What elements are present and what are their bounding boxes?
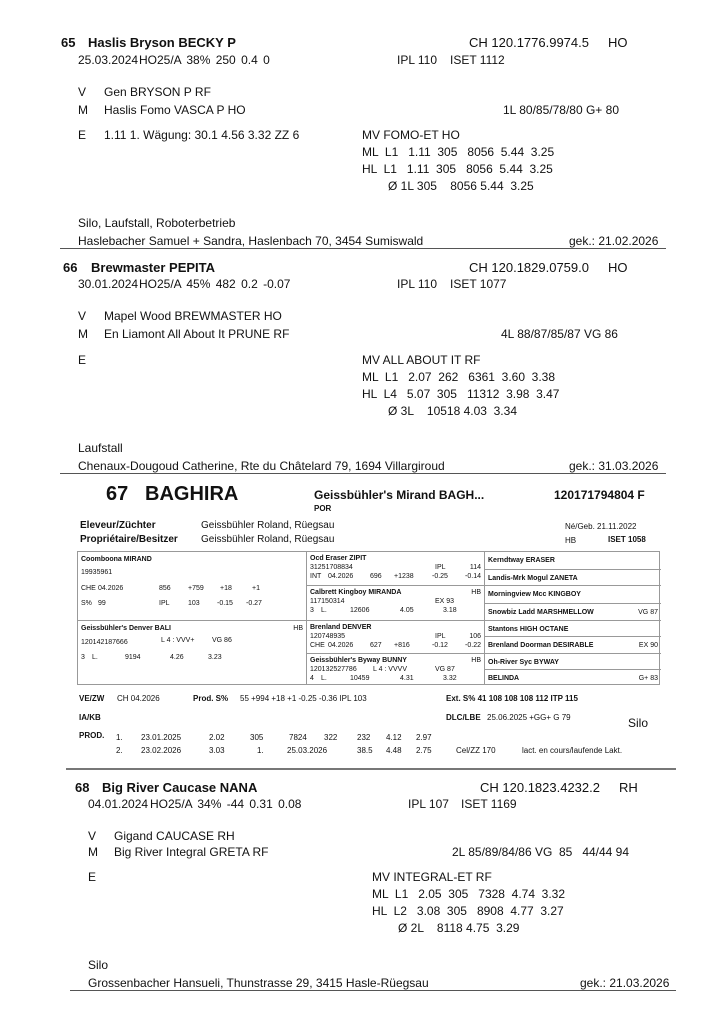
ggp-name: Oh-River Syc BYWAY [488, 659, 559, 666]
ggp-item [485, 636, 661, 653]
entry-number: 65 [61, 35, 76, 50]
e-label: E [78, 128, 87, 142]
ipl-value: IPL 110 [397, 277, 438, 291]
calving-date: gek.: 21.03.2026 [580, 976, 670, 990]
sire-value: +18 [220, 585, 232, 592]
birth-date: 30.01.2024 [78, 277, 139, 291]
lactation-no: 1. [116, 733, 123, 742]
dam-score: 2L 85/89/84/86 VG 85 44/44 94 [452, 845, 630, 859]
ds-value: CHE [310, 642, 325, 649]
dam-score: 4L 88/87/85/87 VG 86 [501, 327, 618, 341]
dd-value: 4.31 [400, 675, 414, 682]
pedigree-sire [78, 552, 306, 620]
sd-name: Calbrett Kingboy MIRANDA [310, 589, 402, 596]
ext-value: Ext. S% 41 108 108 108 112 ITP 115 [446, 694, 578, 703]
sire-name: Coomboona MIRAND [81, 556, 152, 563]
prod-value: 4.12 [386, 733, 402, 742]
ggp-item [485, 585, 661, 603]
ggp-name: Kerndtway ERASER [488, 557, 555, 564]
entry-number: 66 [63, 260, 78, 275]
vezw-label: VE/ZW [79, 694, 105, 703]
ggp-item [485, 552, 661, 569]
calving-date: 23.02.2026 [141, 746, 182, 755]
lactation-status: lact. en cours/laufende Lakt. [522, 746, 623, 755]
sire-value: -0.27 [246, 600, 262, 607]
full-name: Geissbühler's Mirand BAGH... [314, 488, 485, 502]
breeder-value: Geissbühler Roland, Rüegsau [201, 520, 335, 531]
ss-id: 31251708834 [310, 564, 353, 571]
ds-ipl-label: IPL [435, 633, 446, 640]
pedigree-parents [78, 552, 307, 684]
avg-line: Ø 1L 305 8056 5.44 3.25 [388, 179, 534, 193]
ml-line: ML L1 2.05 305 7328 4.74 3.32 [372, 887, 566, 901]
prod-value: 7824 [289, 733, 307, 742]
housing: Laufstall [78, 441, 123, 455]
calving-date: gek.: 21.02.2026 [569, 234, 659, 248]
prod-value: 38.5 [357, 746, 373, 755]
prod-value: 2.75 [416, 746, 432, 755]
sd-value: 4.05 [400, 607, 414, 614]
ggp-name: Morningview Mcc KINGBOY [488, 591, 581, 598]
dd-value: 10459 [350, 675, 370, 682]
owner-label: Propriétaire/Besitzer [80, 534, 178, 545]
breeder-label: Eleveur/Züchter [80, 520, 156, 531]
sire-country: CHE [81, 585, 96, 592]
ss-value: -0.14 [465, 573, 481, 580]
dd-score: VG 87 [435, 666, 455, 673]
divider [60, 248, 666, 249]
ss-value: 696 [370, 573, 382, 580]
hl-line: HL L1 1.11 305 8056 5.44 3.25 [362, 162, 553, 176]
ss-value: INT [310, 573, 322, 580]
genomic-values: HO25/A 38% 250 0.4 0 [139, 53, 270, 67]
sire-date: 04.2026 [98, 585, 124, 592]
mv-line: MV INTEGRAL-ET RF [372, 870, 492, 884]
ggp-score: EX 90 [638, 642, 658, 649]
birth-date: 25.03.2024 [78, 53, 139, 67]
calving-date: 23.01.2025 [141, 733, 182, 742]
ggp-name: Stantons HIGH OCTANE [488, 626, 569, 633]
breed: RH [619, 780, 638, 795]
ds-id: 120748935 [310, 633, 346, 640]
ggp-item [485, 569, 661, 585]
ml-line: ML L1 1.11 305 8056 5.44 3.25 [362, 145, 555, 159]
owner-address: Chenaux-Dougoud Catherine, Rte du Châtelard 79, 1694 Villargiroud [78, 459, 445, 473]
sd-score: EX 93 [435, 598, 455, 605]
vezw-value: CH 04.2026 [117, 694, 160, 703]
prod-value: 322 [324, 733, 338, 742]
dam-label: M [88, 845, 98, 859]
dam-score: VG 86 [212, 637, 232, 644]
prod-value: 2.97 [416, 733, 432, 742]
dam-value: 9194 [125, 654, 141, 661]
cell-count: Cel/ZZ 170 [456, 746, 496, 755]
ggp-item [485, 669, 661, 684]
pedigree-sd [307, 585, 484, 620]
ds-value: 04.2026 [328, 642, 354, 649]
ggp-item [485, 603, 661, 620]
iakb-label: IA/KB [79, 713, 101, 722]
sire-value: +759 [188, 585, 204, 592]
prod-value: 4.48 [386, 746, 402, 755]
sire-name: Gen BRYSON P RF [104, 85, 211, 99]
ggp-name: BELINDA [488, 675, 520, 682]
pedigree-grid [77, 551, 660, 685]
sire-id: 19935961 [81, 569, 113, 576]
ss-value: -0.25 [432, 573, 448, 580]
animal-name: Brewmaster PEPITA [91, 260, 216, 275]
calving-date: gek.: 31.03.2026 [569, 459, 659, 473]
genomic-values: HO25/A 45% 482 0.2 -0.07 [139, 277, 291, 291]
dd-value: L. [321, 675, 327, 682]
owner-value: Geissbühler Roland, Rüegsau [201, 534, 335, 545]
sub-label: POR [314, 504, 332, 513]
dd-value: 4 [310, 675, 314, 682]
mv-line: MV ALL ABOUT IT RF [362, 353, 481, 367]
sire-value: 856 [159, 585, 171, 592]
iset-value: ISET 1058 [608, 535, 646, 544]
silo-label: Silo [628, 716, 649, 730]
sire-value: IPL [159, 600, 170, 607]
housing: Silo, Laufstall, Roboterbetrieb [78, 216, 236, 230]
animal-id: CH 120.1829.0759.0 [469, 260, 589, 275]
prod-label: Prod. S% [193, 694, 229, 703]
dd-id: 120132527786 [310, 666, 357, 673]
sd-value: 3.18 [443, 607, 457, 614]
prod-value: 3.03 [209, 746, 225, 755]
sire-value: -0.15 [217, 600, 233, 607]
dd-hb: HB [471, 657, 481, 664]
hl-line: HL L2 3.08 305 8908 4.77 3.27 [372, 904, 564, 918]
ds-ipl-value: 106 [469, 633, 481, 640]
ggp-name: Brenland Doorman DESIRABLE [488, 642, 594, 649]
ipl-value: IPL 107 [408, 797, 449, 811]
sire-name: Gigand CAUCASE RH [114, 829, 235, 843]
housing: Silo [88, 958, 109, 972]
dam-score: 1L 80/85/78/80 G+ 80 [503, 103, 619, 117]
entry-number: 67 [106, 483, 129, 505]
pedigree-ds [307, 620, 484, 653]
breed: HO [608, 260, 628, 275]
birth-date: Né/Geb. 21.11.2022 [565, 522, 637, 531]
dam-id: 120142187666 [81, 639, 128, 646]
genomic-values: HO25/A 34% -44 0.31 0.08 [150, 797, 302, 811]
avg-line: Ø 2L 8118 4.75 3.29 [398, 921, 520, 935]
ggp-name: Landis-Mrk Mogul ZANETA [488, 575, 578, 582]
birth-date: 04.01.2024 [88, 797, 149, 811]
dam-name: Geissbühler's Denver BALI [81, 625, 171, 632]
ds-value: 627 [370, 642, 382, 649]
pedigree-ss [307, 552, 484, 585]
dd-name: Geissbühler's Byway BUNNY [310, 657, 407, 664]
breed: HO [608, 35, 628, 50]
dam-label: M [78, 103, 88, 117]
ss-value: 04.2026 [328, 573, 354, 580]
ml-line: ML L1 2.07 262 6361 3.60 3.38 [362, 370, 556, 384]
sire-value: S% [81, 600, 92, 607]
divider [70, 990, 676, 991]
animal-name: Big River Caucase NANA [102, 780, 258, 795]
dd-value: 3.32 [443, 675, 457, 682]
prod-value: 232 [357, 733, 371, 742]
ds-value: -0.12 [432, 642, 448, 649]
ss-value: +1238 [394, 573, 414, 580]
sire-label: V [78, 309, 87, 323]
ggp-score: VG 87 [638, 609, 658, 616]
e-label: E [78, 353, 87, 367]
ss-ipl-value: 114 [469, 564, 481, 571]
sd-hb: HB [471, 589, 481, 596]
dd-linear: L 4 : VVVV [373, 666, 407, 673]
sd-value: 3 [310, 607, 314, 614]
sire-label: V [88, 829, 97, 843]
sd-value: 12606 [350, 607, 370, 614]
sire-value: +1 [252, 585, 260, 592]
owner-address: Grossenbacher Hansueli, Thunstrasse 29, 3415 Hasle-Rüegsau [88, 976, 429, 990]
animal-name: Haslis Bryson BECKY P [88, 35, 236, 50]
mv-line: MV FOMO-ET HO [362, 128, 460, 142]
dam-name: En Liamont All About It PRUNE RF [104, 327, 290, 341]
divider [66, 768, 676, 770]
ggp-name: Snowbiz Ladd MARSHMELLOW [488, 609, 594, 616]
ds-name: Brenland DENVER [310, 624, 372, 631]
hb-label: HB [565, 536, 577, 545]
ggp-item [485, 620, 661, 636]
hl-line: HL L4 5.07 305 11312 3.98 3.47 [362, 387, 560, 401]
animal-id: 120171794804 F [554, 488, 645, 502]
e-text: 1.11 1. Wägung: 30.1 4.56 3.32 ZZ 6 [104, 128, 300, 142]
dam-value: L. [92, 654, 98, 661]
owner-address: Haslebacher Samuel + Sandra, Haslenbach 70, 3454 Sumiswald [78, 234, 424, 248]
ds-value: +816 [394, 642, 410, 649]
dam-value: 3 [81, 654, 85, 661]
prod-rows-label: PROD. [79, 731, 105, 740]
dlc-label: DLC/LBE [446, 713, 481, 722]
ss-name: Ocd Eraser ZIPIT [310, 555, 367, 562]
ss-ipl-label: IPL [435, 564, 446, 571]
animal-name: BAGHIRA [145, 483, 239, 505]
sire-value: 99 [98, 600, 106, 607]
dam-name: Big River Integral GRETA RF [114, 845, 269, 859]
dam-label: M [78, 327, 88, 341]
sd-id: 117150314 [310, 598, 345, 605]
dam-value: 3.23 [208, 654, 222, 661]
ggp-item [485, 653, 661, 669]
dam-linear: L 4 : VVV+ [161, 637, 195, 644]
pedigree-great-grandparents [485, 552, 661, 684]
iset-value: ISET 1169 [461, 797, 517, 811]
prod-value: 25.03.2026 [287, 746, 328, 755]
sire-value: 103 [188, 600, 200, 607]
ds-value: -0.22 [465, 642, 481, 649]
e-label: E [88, 870, 97, 884]
divider [60, 473, 666, 474]
dam-value: 4.26 [170, 654, 184, 661]
pedigree-dd [307, 653, 484, 684]
dam-hb: HB [293, 625, 303, 632]
iset-value: ISET 1112 [450, 53, 505, 67]
lactation-no: 2. [116, 746, 123, 755]
pedigree-grandparents [307, 552, 485, 684]
pedigree-dam [78, 620, 306, 684]
entry-number: 68 [75, 780, 90, 795]
ipl-value: IPL 110 [397, 53, 438, 67]
prod-value: 55 +994 +18 +1 -0.25 -0.36 IPL 103 [240, 694, 367, 703]
dlc-value: 25.06.2025 +GG+ G 79 [487, 713, 571, 722]
animal-id: CH 120.1823.4232.2 [480, 780, 600, 795]
animal-id: CH 120.1776.9974.5 [469, 35, 589, 50]
iset-value: ISET 1077 [450, 277, 507, 291]
sire-name: Mapel Wood BREWMASTER HO [104, 309, 282, 323]
sd-value: L. [321, 607, 327, 614]
sire-label: V [78, 85, 87, 99]
dam-name: Haslis Fomo VASCA P HO [104, 103, 246, 117]
ggp-score: G+ 83 [638, 675, 658, 682]
avg-line: Ø 3L 10518 4.03 3.34 [388, 404, 517, 418]
prod-value: 305 [250, 733, 264, 742]
prod-value: 1. [257, 746, 264, 755]
prod-value: 2.02 [209, 733, 225, 742]
